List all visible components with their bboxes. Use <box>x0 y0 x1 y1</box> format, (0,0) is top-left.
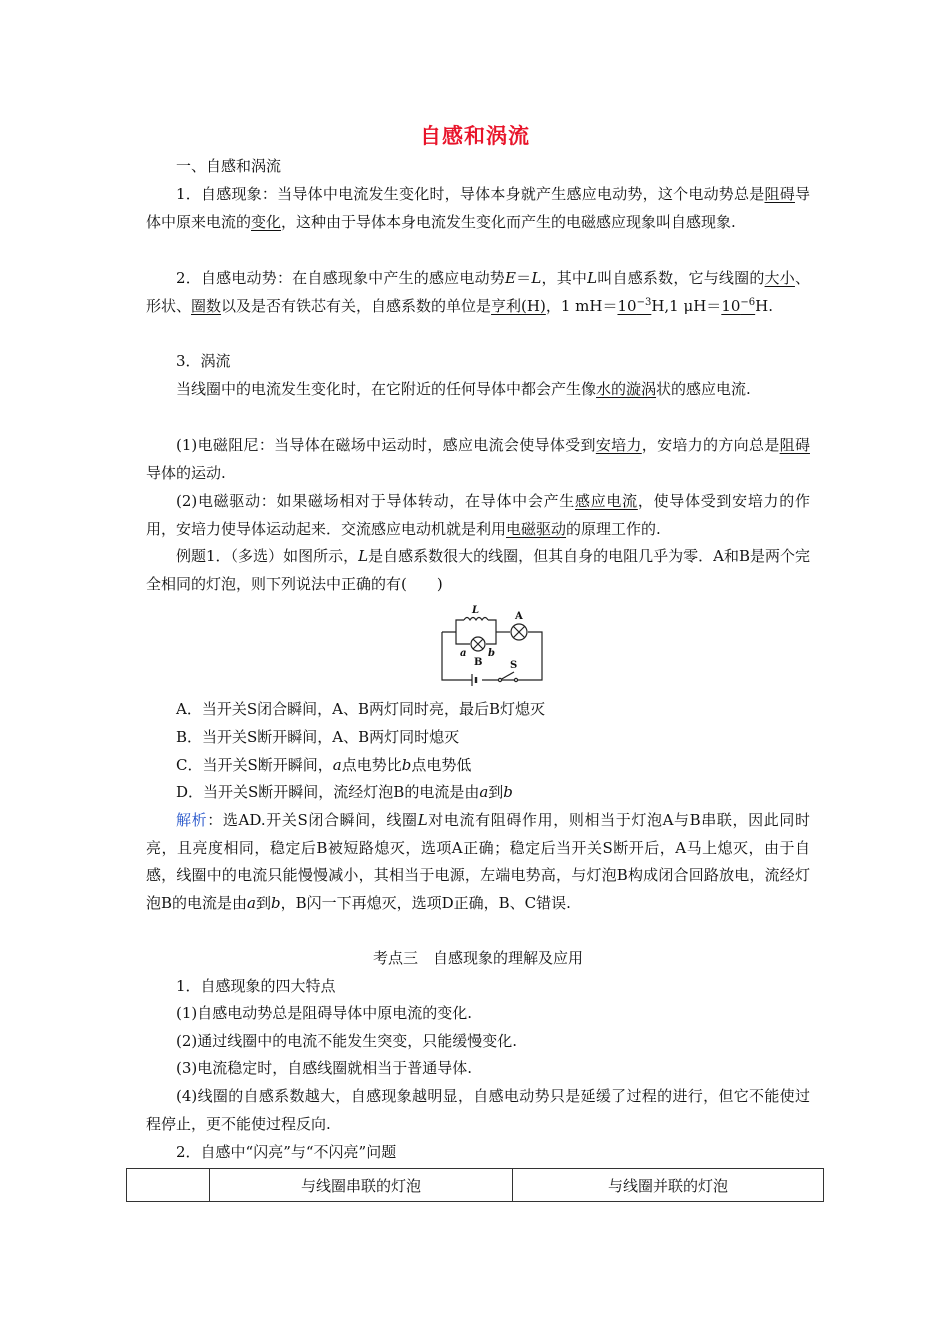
underlined-answer: 阻碍 <box>779 436 810 454</box>
text: D．当开关S断开瞬间，流经灯泡B的电流是由 <box>176 783 480 801</box>
text: 导体中原来电流的 <box>146 185 810 231</box>
text: 叫自感系数，它与线圈的 <box>597 269 765 287</box>
underlined-answer: 感应电流 <box>575 492 638 510</box>
text: 到 <box>255 893 271 912</box>
symbol-b: b <box>503 783 513 801</box>
feature-2: (2)通过线圈中的电流不能发生突变，只能缓慢变化. <box>176 1032 518 1050</box>
underlined-answer: 圈数 <box>191 296 222 315</box>
underlined-answer: 大小 <box>764 269 795 287</box>
analysis-paragraph <box>146 807 810 917</box>
text: 10 <box>617 296 637 315</box>
switch-contact <box>514 678 517 681</box>
text: 2．自感电动势：在自感现象中产生的感应电动势 <box>176 269 505 287</box>
paragraph-electromagnetic-damping <box>146 432 810 487</box>
lamp-b-filament <box>473 639 483 649</box>
wire <box>442 620 464 632</box>
paragraph-electromagnetic-drive <box>146 488 810 543</box>
text: 状的感应电流. <box>656 380 751 398</box>
text: 导体的运动. <box>146 463 226 482</box>
text: 到 <box>488 783 504 801</box>
symbol-l: L <box>587 269 598 287</box>
option-c <box>146 752 810 780</box>
underlined-answer: 安培力 <box>595 436 642 454</box>
section-heading-key-point-3: 考点三 自感现象的理解及应用 <box>372 949 583 967</box>
text: ，这种由于导体本身电流发生变化而产生的电磁感应现象叫自感现象. <box>281 212 736 231</box>
section-heading-self-induction: 一、自感和涡流 <box>176 157 282 175</box>
switch-contact <box>498 678 501 681</box>
text: ，其中 <box>541 269 588 287</box>
text: C．当开关S断开瞬间， <box>176 756 333 774</box>
label-b: B <box>474 657 483 668</box>
text: 对电流有阻碍作用，则相当于灯泡A与B串联，因此同时亮，且亮度相同，稳定后B被短路熄灭，选项A正确；稳定后当开关S断开后，A马上熄灭，由于自感，线圈中的电流只能慢慢减小，其相当于电源，左端电势高，与灯泡B构成闭合回路放电，流经灯泡B的电流是由 <box>146 811 811 912</box>
heading-flash-question: 2．自感中“闪亮”与“不闪亮”问题 <box>176 1143 397 1161</box>
text: 、形状、 <box>146 269 810 315</box>
option-d <box>146 779 810 807</box>
text: 以及是否有铁芯有关，自感系数的单位是 <box>221 296 492 315</box>
symbol-l: L <box>417 811 428 829</box>
text: H,1 μH＝ <box>651 296 722 315</box>
text: ＝ <box>515 269 532 287</box>
table-header-cell: 与线圈并联的灯泡 <box>513 1169 824 1202</box>
text: 例题1．（多选）如图所示， <box>176 547 359 565</box>
paragraph-self-induced-emf <box>146 265 810 320</box>
heading-four-features: 1．自感现象的四大特点 <box>176 977 336 995</box>
wire <box>486 620 496 644</box>
text: ，1 mH＝ <box>545 296 618 315</box>
text: 1．自感现象：当导体中电流发生变化时，导体本身就产生感应电动势，这个电动势总是 <box>176 185 765 203</box>
feature-3: (3)电流稳定时，自感线圈就相当于普通导体. <box>176 1059 473 1077</box>
feature-1: (1)自感电动势总是阻碍导体中原电流的变化. <box>176 1004 473 1022</box>
text: ，B闪一下再熄灭，选项D正确，B、C错误. <box>280 893 571 912</box>
underlined-answer <box>721 297 755 315</box>
exponent: −3 <box>636 296 652 308</box>
symbol-a: a <box>247 893 256 912</box>
text: 点电势比 <box>341 756 402 774</box>
text: ，安培力的方向总是 <box>641 436 780 454</box>
table-header-cell: 与线圈串联的灯泡 <box>210 1169 513 1202</box>
heading-eddy-current: 3．涡流 <box>176 352 231 370</box>
page-title: 自感和涡流 <box>420 124 530 148</box>
option-a: A．当开关S闭合瞬间，A、B两灯同时亮，最后B灯熄灭 <box>176 700 545 718</box>
comparison-table <box>126 1168 824 1202</box>
analysis-label: 解析 <box>176 811 208 829</box>
text: 的原理工作的. <box>566 519 661 538</box>
symbol-e: E <box>505 269 516 287</box>
underlined-answer: 变化 <box>251 212 282 231</box>
underlined-answer <box>617 297 651 315</box>
text: ：选AD.开关S闭合瞬间，线圈 <box>207 811 418 829</box>
text: 10 <box>721 296 741 315</box>
label-s: S <box>510 660 518 671</box>
inductor-coil <box>464 618 488 621</box>
label-a: A <box>515 611 523 622</box>
underlined-answer: 亨利(H) <box>491 296 546 315</box>
text: 是自感系数很大的线圈，但其自身的电阻几乎为零．A和B是两个完全相同的灯泡，则下列说法中正确的有( ) <box>146 547 811 593</box>
example-question-1 <box>146 543 810 598</box>
symbol-l: L <box>531 269 542 287</box>
exponent: −6 <box>740 296 756 308</box>
switch-lever <box>500 672 514 680</box>
text: 点电势低 <box>411 756 472 774</box>
table-row <box>127 1169 824 1202</box>
option-b: B．当开关S断开瞬间，A、B两灯同时熄灭 <box>176 728 460 746</box>
paragraph-self-induction-phenomenon <box>146 181 810 236</box>
label-a-point: a <box>460 648 467 659</box>
symbol-a: a <box>332 756 342 774</box>
table-header-cell <box>127 1169 210 1202</box>
underlined-answer: 电磁驱动 <box>506 519 567 538</box>
text: (1)电磁阻尼：当导体在磁场中运动时，感应电流会使导体受到 <box>176 436 596 454</box>
underlined-answer: 阻碍 <box>764 185 795 203</box>
lamp-a-filament <box>514 627 525 638</box>
symbol-l: L <box>358 547 369 565</box>
circuit-diagram <box>436 602 546 688</box>
text: H. <box>755 296 774 315</box>
text: 当线圈中的电流发生变化时，在它附近的任何导体中都会产生像 <box>176 380 597 398</box>
symbol-b: b <box>401 756 412 774</box>
symbol-a: a <box>479 783 489 801</box>
label-l: L <box>472 605 480 616</box>
wire <box>456 632 470 644</box>
feature-4: (4)线圈的自感系数越大，自感现象越明显，自感电动势只是延缓了过程的进行，但它不能使过程停止，更不能使过程反向. <box>146 1087 810 1133</box>
label-b-point: b <box>488 648 495 659</box>
paragraph-eddy-current <box>146 376 810 404</box>
symbol-b: b <box>271 893 281 912</box>
wire <box>442 632 472 680</box>
text: (2)电磁驱动：如果磁场相对于导体转动，在导体中会产生 <box>176 492 576 510</box>
underlined-answer: 水的漩涡 <box>596 380 657 398</box>
text: ，使导体受到安培力的作用，安培力使导体运动起来．交流感应电动机就是利用 <box>146 492 810 538</box>
